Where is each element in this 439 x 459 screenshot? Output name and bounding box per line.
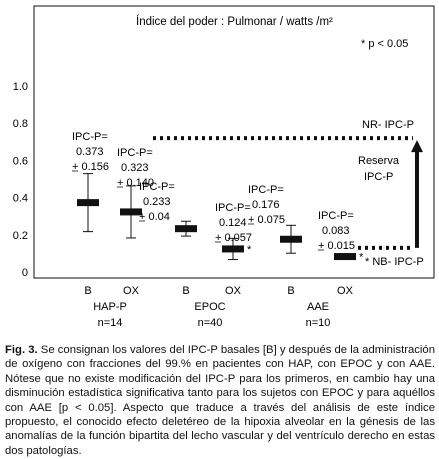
value-annotation-label: IPC-P= <box>139 181 175 193</box>
reserve-arrow-head <box>411 140 423 152</box>
chart-title: Índice del poder : Pulmonar / watts /m² <box>136 16 333 28</box>
caption-text: Se consignan los valores del IPC-P basales [B] y después de la administración de oxígeno con fracciones del 99.% en pacientes con HAP, con EPOC y con AAE. Nótese que no existe modificación del IPC-P para los primeros, en cambio hay una disminución estadística significativa tanto para los sujetos con EPOC y para aquéllos con AAE [p < 0.05]. Aspecto que traduce a través del análisis de este índice propuesto, el conocido efecto deletéreo de la hipoxia alveolar en la génesis de las anomalías de la función bipartita del lecho vascular y del ventrículo derecho en estas dos patologías. <box>5 344 435 457</box>
x-axis <box>84 285 353 329</box>
value-annotation-sd: + 0.075 <box>248 214 286 226</box>
y-tick-label: 0.4 <box>12 192 28 205</box>
y-axis <box>13 81 28 279</box>
significance-star: * <box>247 243 252 256</box>
value-annotation-sd: + 0.057 <box>215 232 253 244</box>
caption-lead: Fig. 3. <box>5 344 38 356</box>
mean-bar <box>175 225 197 232</box>
y-tick-label: 0.2 <box>12 229 28 242</box>
group-n-label: n=10 <box>305 317 331 329</box>
significance-star: * <box>359 251 364 264</box>
reserve-label-line2: IPC-P <box>364 171 394 184</box>
value-annotation-sd: + 0.015 <box>318 240 356 252</box>
value-annotation-mean: 0.083 <box>322 225 350 237</box>
x-tick-label: B <box>84 285 92 297</box>
x-tick-label: B <box>287 285 295 297</box>
nr-reference-label: NR- IPC-P <box>362 119 414 132</box>
y-tick-label: 0 <box>21 267 28 279</box>
group-n-label: n=14 <box>97 317 123 329</box>
y-tick-label: 1.0 <box>12 81 28 93</box>
group-label: EPOC <box>194 301 226 313</box>
value-annotation-label: IPC-P= <box>248 184 284 196</box>
y-tick-label: 0.8 <box>12 118 28 131</box>
group-n-label: n=40 <box>197 317 223 329</box>
significance-note: * p < 0.05 <box>361 38 409 50</box>
x-tick-label: OX <box>337 285 353 297</box>
value-annotation-label: IPC-P= <box>72 131 108 143</box>
x-tick-label: B <box>182 285 190 297</box>
mean-bar <box>334 253 356 260</box>
value-annotation-label: IPC-P= <box>318 210 354 222</box>
reserve-label-line1: Reserva <box>358 155 399 168</box>
value-annotation-mean: 0.323 <box>121 162 149 174</box>
nb-reference-label: * NB- IPC-P <box>365 255 424 268</box>
figure-caption <box>5 343 435 458</box>
x-tick-label: OX <box>225 285 241 297</box>
x-tick-label: OX <box>123 285 139 297</box>
value-annotation-label: IPC-P= <box>117 147 153 159</box>
mean-bar <box>77 199 99 206</box>
value-annotation-mean: 0.233 <box>143 196 171 208</box>
value-annotation-mean: 0.124 <box>219 217 247 229</box>
value-annotation-mean: 0.373 <box>76 146 104 158</box>
value-annotation-sd: + 0.04 <box>139 211 170 223</box>
y-tick-label: 0.6 <box>12 155 28 168</box>
mean-bar <box>222 245 244 252</box>
mean-bar <box>280 236 302 243</box>
value-annotation-mean: 0.176 <box>252 199 280 211</box>
reference-lines <box>153 119 424 268</box>
value-annotation-sd: + 0.156 <box>72 161 110 173</box>
box-series <box>72 131 364 264</box>
value-annotation-sd: + 0.140 <box>117 177 155 189</box>
value-annotation-label: IPC-P= <box>215 202 251 214</box>
group-label: HAP-P <box>93 301 127 313</box>
group-label: AAE <box>306 301 330 313</box>
